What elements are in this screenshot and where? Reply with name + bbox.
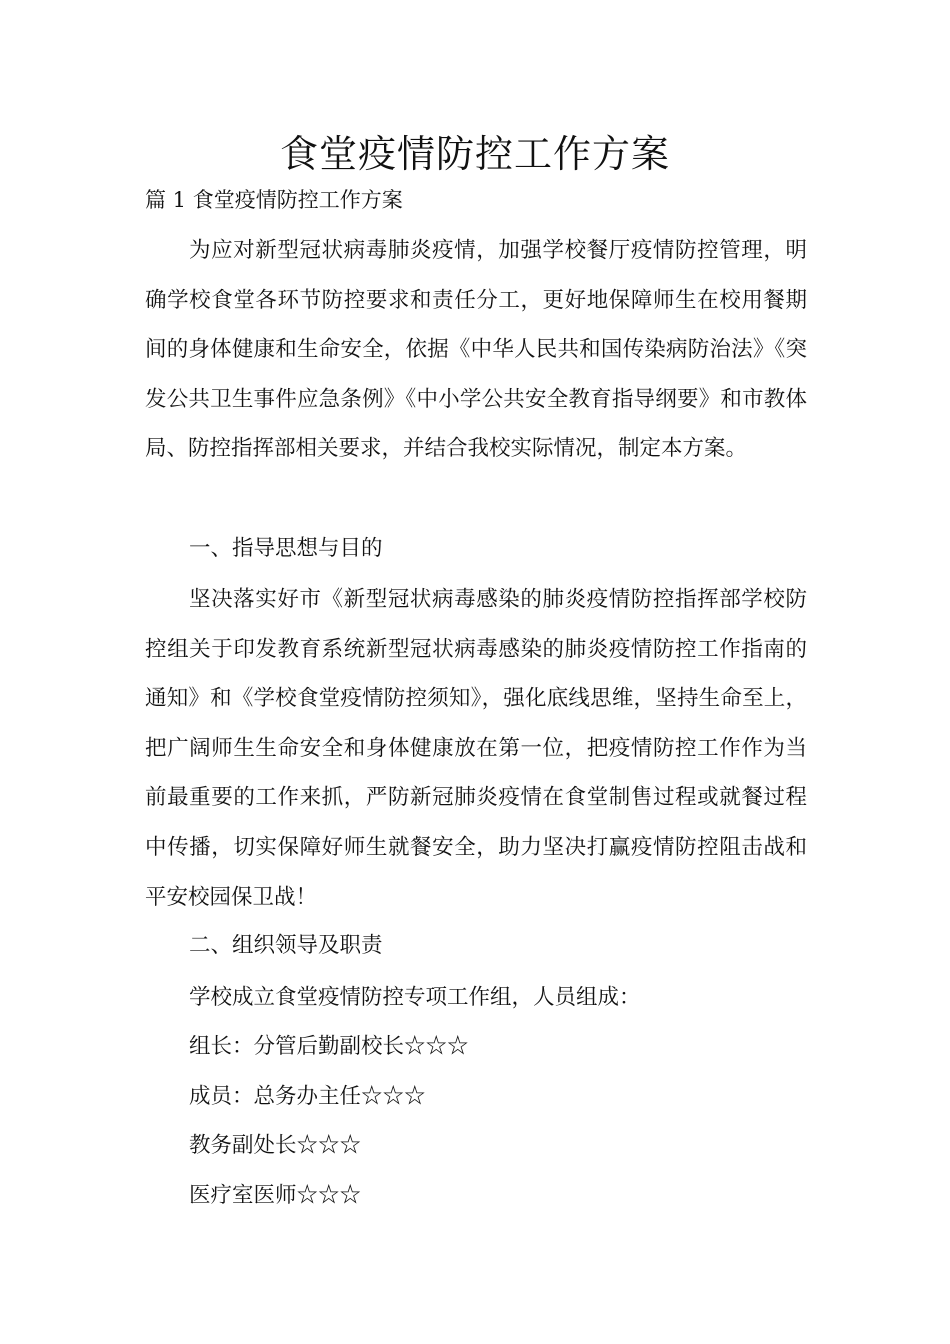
- organization-intro-line: 学校成立食堂疫情防控专项工作组，人员组成：: [189, 985, 641, 1010]
- section-heading-guiding-thought: 一、指导思想与目的: [189, 536, 383, 561]
- organization-member-line: 教务副处长☆☆☆: [189, 1133, 362, 1158]
- organization-leader-line: 组长：分管后勤副校长☆☆☆: [189, 1034, 469, 1059]
- paragraph-guiding-thought: 坚决落实好市《新型冠状病毒感染的肺炎疫情防控指挥部学校防控组关于印发教育系统新型冠状病毒感染的肺炎疫情防控工作指南的通知》和《学校食堂疫情防控须知》，强化底线思维，坚持生命至上，把广阔师生生命安全和身体健康放在第一位，把疫情防控工作作为当前最重要的工作来抓，严防新冠肺炎疫情在食堂制售过程或就餐过程中传播，切实保障好师生就餐安全，助力坚决打赢疫情防控阻击战和平安校园保卫战！: [145, 587, 807, 910]
- organization-member-line: 医疗室医师☆☆☆: [189, 1183, 362, 1208]
- document-subtitle: 篇 1 食堂疫情防控工作方案: [145, 188, 403, 212]
- section-heading-organization: 二、组织领导及职责: [189, 933, 383, 958]
- organization-member-line: 成员：总务办主任☆☆☆: [189, 1084, 426, 1109]
- document-title: 食堂疫情防控工作方案: [279, 132, 670, 176]
- paragraph-intro: 为应对新型冠状病毒肺炎疫情，加强学校餐厅疫情防控管理，明确学校食堂各环节防控要求和责任分工，更好地保障师生在校用餐期间的身体健康和生命安全，依据《中华人民共和国传染病防治法》《突发公共卫生事件应急条例》《中小学公共安全教育指导纲要》和市教体局、防控指挥部相关要求，并结合我校实际情况，制定本方案。: [145, 238, 807, 462]
